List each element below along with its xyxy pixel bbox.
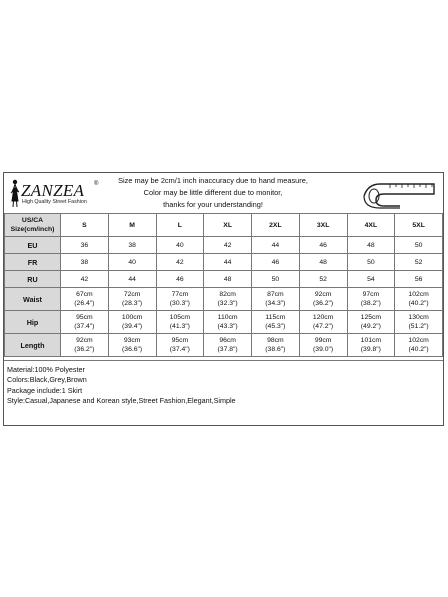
table-cell: 38 <box>61 254 109 271</box>
inch-value: (26.4") <box>74 300 95 307</box>
size-chart-sheet <box>3 172 444 426</box>
chart-header <box>4 173 443 213</box>
table-row-ru <box>5 271 443 288</box>
inch-value: (37.4") <box>169 346 190 353</box>
table-row-fr <box>5 254 443 271</box>
table-cell <box>156 311 204 334</box>
table-cell: 42 <box>156 254 204 271</box>
inch-value: (39.8") <box>360 346 381 353</box>
size-table <box>4 213 443 357</box>
brand-name: ZANZEA <box>21 181 85 200</box>
table-cell <box>252 334 300 357</box>
product-info <box>4 360 443 426</box>
brand-logo <box>10 179 102 209</box>
size-header: S <box>61 214 109 237</box>
cm-value: 120cm <box>312 314 334 321</box>
inch-value: (37.8") <box>217 346 238 353</box>
inch-value: (39.4") <box>122 323 143 330</box>
table-row-length <box>5 334 443 357</box>
table-cell: 36 <box>61 237 109 254</box>
table-cell <box>395 334 443 357</box>
cm-value: 101cm <box>360 337 382 344</box>
table-cell: 44 <box>204 254 252 271</box>
table-cell: 52 <box>299 271 347 288</box>
cm-value: 93cm <box>123 337 141 344</box>
size-header: 3XL <box>299 214 347 237</box>
table-row-eu <box>5 237 443 254</box>
table-cell <box>299 288 347 311</box>
cm-value: 87cm <box>267 291 284 298</box>
cm-value: 72cm <box>123 291 141 298</box>
measurement-notice <box>108 175 318 211</box>
cm-value: 102cm <box>408 291 429 298</box>
cm-value: 98cm <box>267 337 284 344</box>
row-label: Hip <box>5 311 61 334</box>
cm-value: 96cm <box>219 337 236 344</box>
colors-line: Colors:Black,Grey,Brown <box>7 375 87 385</box>
table-cell <box>299 334 347 357</box>
inch-value: (45.3") <box>265 323 286 330</box>
table-cell: 42 <box>61 271 109 288</box>
table-cell: 54 <box>347 271 395 288</box>
table-cell <box>156 334 204 357</box>
measuring-tape-icon <box>360 176 438 210</box>
inch-value: (39.0") <box>313 346 334 353</box>
cm-value: 77cm <box>171 291 189 298</box>
style-line: Style:Casual,Japanese and Korean style,Street Fashion,Elegant,Simple <box>7 395 236 405</box>
inch-value: (30.3") <box>169 300 190 307</box>
table-cell: 50 <box>395 237 443 254</box>
cm-value: 92cm <box>314 291 332 298</box>
cm-value: 95cm <box>171 337 189 344</box>
cm-value: 115cm <box>265 314 286 321</box>
table-cell: 46 <box>156 271 204 288</box>
table-cell: 56 <box>395 271 443 288</box>
cm-value: 130cm <box>408 314 429 321</box>
package-line: Package include:1 Skirt <box>7 385 83 395</box>
corner-label: US/CA Size(cm/inch) <box>5 214 61 237</box>
table-cell: 44 <box>252 237 300 254</box>
row-label: FR <box>5 254 61 271</box>
size-header: M <box>108 214 156 237</box>
notice-line: thanks for your understanding! <box>163 200 263 209</box>
cm-value: 67cm <box>76 291 93 298</box>
table-cell <box>61 334 109 357</box>
table-cell <box>395 288 443 311</box>
row-label: Length <box>5 334 61 357</box>
table-cell: 38 <box>108 237 156 254</box>
inch-value: (34.3") <box>265 300 286 307</box>
table-cell <box>252 311 300 334</box>
cm-value: 105cm <box>169 314 191 321</box>
size-header: XL <box>204 214 252 237</box>
table-cell: 46 <box>299 237 347 254</box>
inch-value: (38.2") <box>360 300 381 307</box>
inch-value: (51.2") <box>408 323 429 330</box>
inch-value: (38.6") <box>265 346 286 353</box>
row-label: RU <box>5 271 61 288</box>
row-label: Waist <box>5 288 61 311</box>
table-cell <box>299 311 347 334</box>
table-cell: 52 <box>395 254 443 271</box>
size-header-row <box>5 214 443 237</box>
inch-value: (37.4") <box>74 323 95 330</box>
cm-value: 97cm <box>362 291 380 298</box>
cm-value: 125cm <box>360 314 382 321</box>
cm-value: 99cm <box>314 337 332 344</box>
inch-value: (36.2") <box>74 346 95 353</box>
inch-value: (40.2") <box>408 346 429 353</box>
size-header: 4XL <box>347 214 395 237</box>
inch-value: (40.2") <box>408 300 429 307</box>
table-cell: 44 <box>108 271 156 288</box>
table-cell: 40 <box>108 254 156 271</box>
table-cell <box>204 334 252 357</box>
table-row-waist <box>5 288 443 311</box>
table-cell <box>347 334 395 357</box>
registered-mark: ® <box>94 181 99 187</box>
inch-value: (32.3") <box>217 300 238 307</box>
table-cell: 46 <box>252 254 300 271</box>
size-header: 2XL <box>252 214 300 237</box>
inch-value: (36.2") <box>313 300 334 307</box>
material-line: Material:100% Polyester <box>7 365 85 374</box>
inch-value: (49.2") <box>360 323 381 330</box>
cm-value: 92cm <box>76 337 93 344</box>
cm-value: 82cm <box>219 291 236 298</box>
table-cell: 42 <box>204 237 252 254</box>
row-label: EU <box>5 237 61 254</box>
table-cell <box>61 311 109 334</box>
notice-line: Color may be little different due to monitor, <box>143 188 283 197</box>
table-cell <box>204 311 252 334</box>
inch-value: (41.3") <box>169 323 190 330</box>
table-cell <box>108 334 156 357</box>
table-cell <box>156 288 204 311</box>
size-header: 5XL <box>395 214 443 237</box>
table-cell <box>61 288 109 311</box>
brand-tagline: High Quality Street Fashion <box>22 199 87 205</box>
table-cell: 50 <box>252 271 300 288</box>
size-header: L <box>156 214 204 237</box>
table-cell: 48 <box>347 237 395 254</box>
table-cell <box>347 288 395 311</box>
cm-value: 95cm <box>76 314 93 321</box>
table-cell <box>204 288 252 311</box>
cm-value: 110cm <box>217 314 238 321</box>
inch-value: (43.3") <box>217 323 238 330</box>
inch-value: (36.6") <box>122 346 143 353</box>
table-cell <box>347 311 395 334</box>
woman-figure-icon <box>10 179 20 207</box>
cm-value: 102cm <box>408 337 429 344</box>
table-cell: 48 <box>299 254 347 271</box>
table-cell <box>108 311 156 334</box>
table-cell: 48 <box>204 271 252 288</box>
cm-value: 100cm <box>121 314 143 321</box>
table-cell: 40 <box>156 237 204 254</box>
table-cell: 50 <box>347 254 395 271</box>
table-cell <box>252 288 300 311</box>
table-row-hip <box>5 311 443 334</box>
inch-value: (47.2") <box>313 323 334 330</box>
inch-value: (28.3") <box>122 300 143 307</box>
notice-line: Size may be 2cm/1 inch inaccuracy due to hand measure, <box>118 176 308 185</box>
table-cell <box>395 311 443 334</box>
table-cell <box>108 288 156 311</box>
